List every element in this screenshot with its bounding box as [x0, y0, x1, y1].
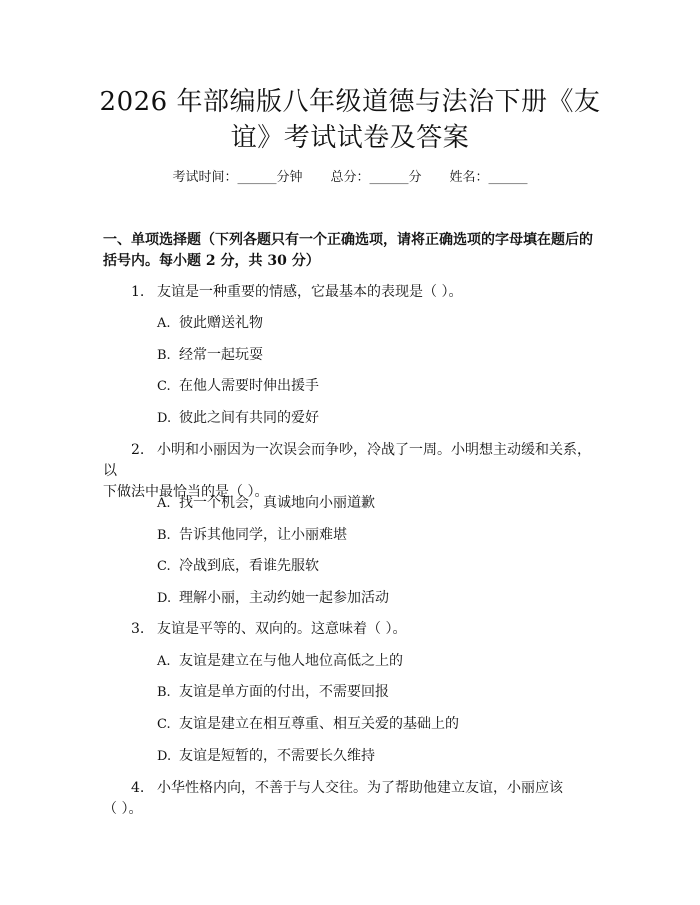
option-letter: A.: [157, 496, 171, 511]
option-letter: C.: [157, 559, 171, 574]
question-number: 1.: [131, 284, 145, 300]
option-letter: D.: [157, 411, 172, 426]
q1-option-c: [157, 376, 319, 397]
option-letter: B.: [157, 528, 171, 543]
q2-option-a: [157, 493, 375, 514]
option-letter: C.: [157, 379, 171, 394]
option-letter: B.: [157, 685, 171, 700]
option-text: 彼此之间有共同的爱好: [179, 410, 319, 426]
question-text: 友谊是一种重要的情感，它最基本的表现是（ ）。: [157, 284, 463, 300]
option-text: 友谊是短暂的，不需要长久维持: [179, 748, 375, 764]
exam-title-line2: 谊》考试试卷及答案: [230, 123, 470, 153]
question-1: [103, 282, 603, 303]
option-letter: D.: [157, 749, 172, 764]
option-letter: B.: [157, 348, 171, 363]
student-name-field: 姓名：______: [449, 170, 528, 185]
option-text: 经常一起玩耍: [179, 347, 263, 363]
q1-option-a: [157, 313, 263, 334]
option-text: 友谊是单方面的付出，不需要回报: [179, 684, 389, 700]
exam-meta: [0, 168, 700, 188]
q2-option-b: [157, 525, 347, 546]
option-text: 在他人需要时伸出援手: [179, 378, 319, 394]
option-text: 理解小丽，主动约她一起参加活动: [179, 590, 389, 606]
option-letter: A.: [157, 316, 171, 331]
option-text: 彼此赠送礼物: [179, 315, 263, 331]
q2-option-c: [157, 556, 319, 577]
total-score-field: 总分：______分: [330, 170, 422, 185]
section-heading-line2: 括号内。每小题 2 分，共 30 分）: [103, 253, 320, 269]
exam-time-field: 考试时间：______分钟: [172, 170, 303, 185]
q3-option-a: [157, 651, 403, 672]
question-number: 2.: [131, 442, 145, 458]
question-text: 小明和小丽因为一次误会而争吵，冷战了一周。小明想主动缓和关系，以: [103, 442, 591, 479]
q3-option-d: [157, 746, 375, 767]
option-text: 友谊是建立在与他人地位高低之上的: [179, 653, 403, 669]
option-text: 告诉其他同学，让小丽难堪: [179, 527, 347, 543]
question-number: 4.: [131, 780, 145, 796]
question-text: 友谊是平等的、双向的。这意味着（ ）。: [157, 621, 407, 637]
question-3: [103, 619, 603, 640]
q2-option-d: [157, 588, 389, 609]
option-text: 找一个机会，真诚地向小丽道歉: [179, 495, 375, 511]
question-text: 小华性格内向，不善于与人交往。为了帮助他建立友谊，小丽应该: [157, 780, 563, 796]
option-letter: A.: [157, 654, 171, 669]
question-number: 3.: [131, 621, 145, 637]
q3-option-c: [157, 714, 459, 735]
exam-title-line1: 2026 年部编版八年级道德与法治下册《友: [99, 87, 601, 117]
question-text-continued: （ ）。: [103, 801, 143, 817]
option-text: 冷战到底，看谁先服软: [179, 558, 319, 574]
question-text-continued: 下做法中最恰当的是（ ）。: [103, 484, 269, 500]
option-text: 友谊是建立在相互尊重、相互关爱的基础上的: [179, 716, 459, 732]
q1-option-d: [157, 408, 319, 429]
q1-option-b: [157, 345, 263, 366]
option-letter: D.: [157, 591, 172, 606]
q3-option-b: [157, 682, 389, 703]
section-heading-line1: 一、单项选择题（下列各题只有一个正确选项，请将正确选项的字母填在题后的: [103, 232, 593, 248]
option-letter: C.: [157, 717, 171, 732]
question-4: [103, 778, 603, 820]
